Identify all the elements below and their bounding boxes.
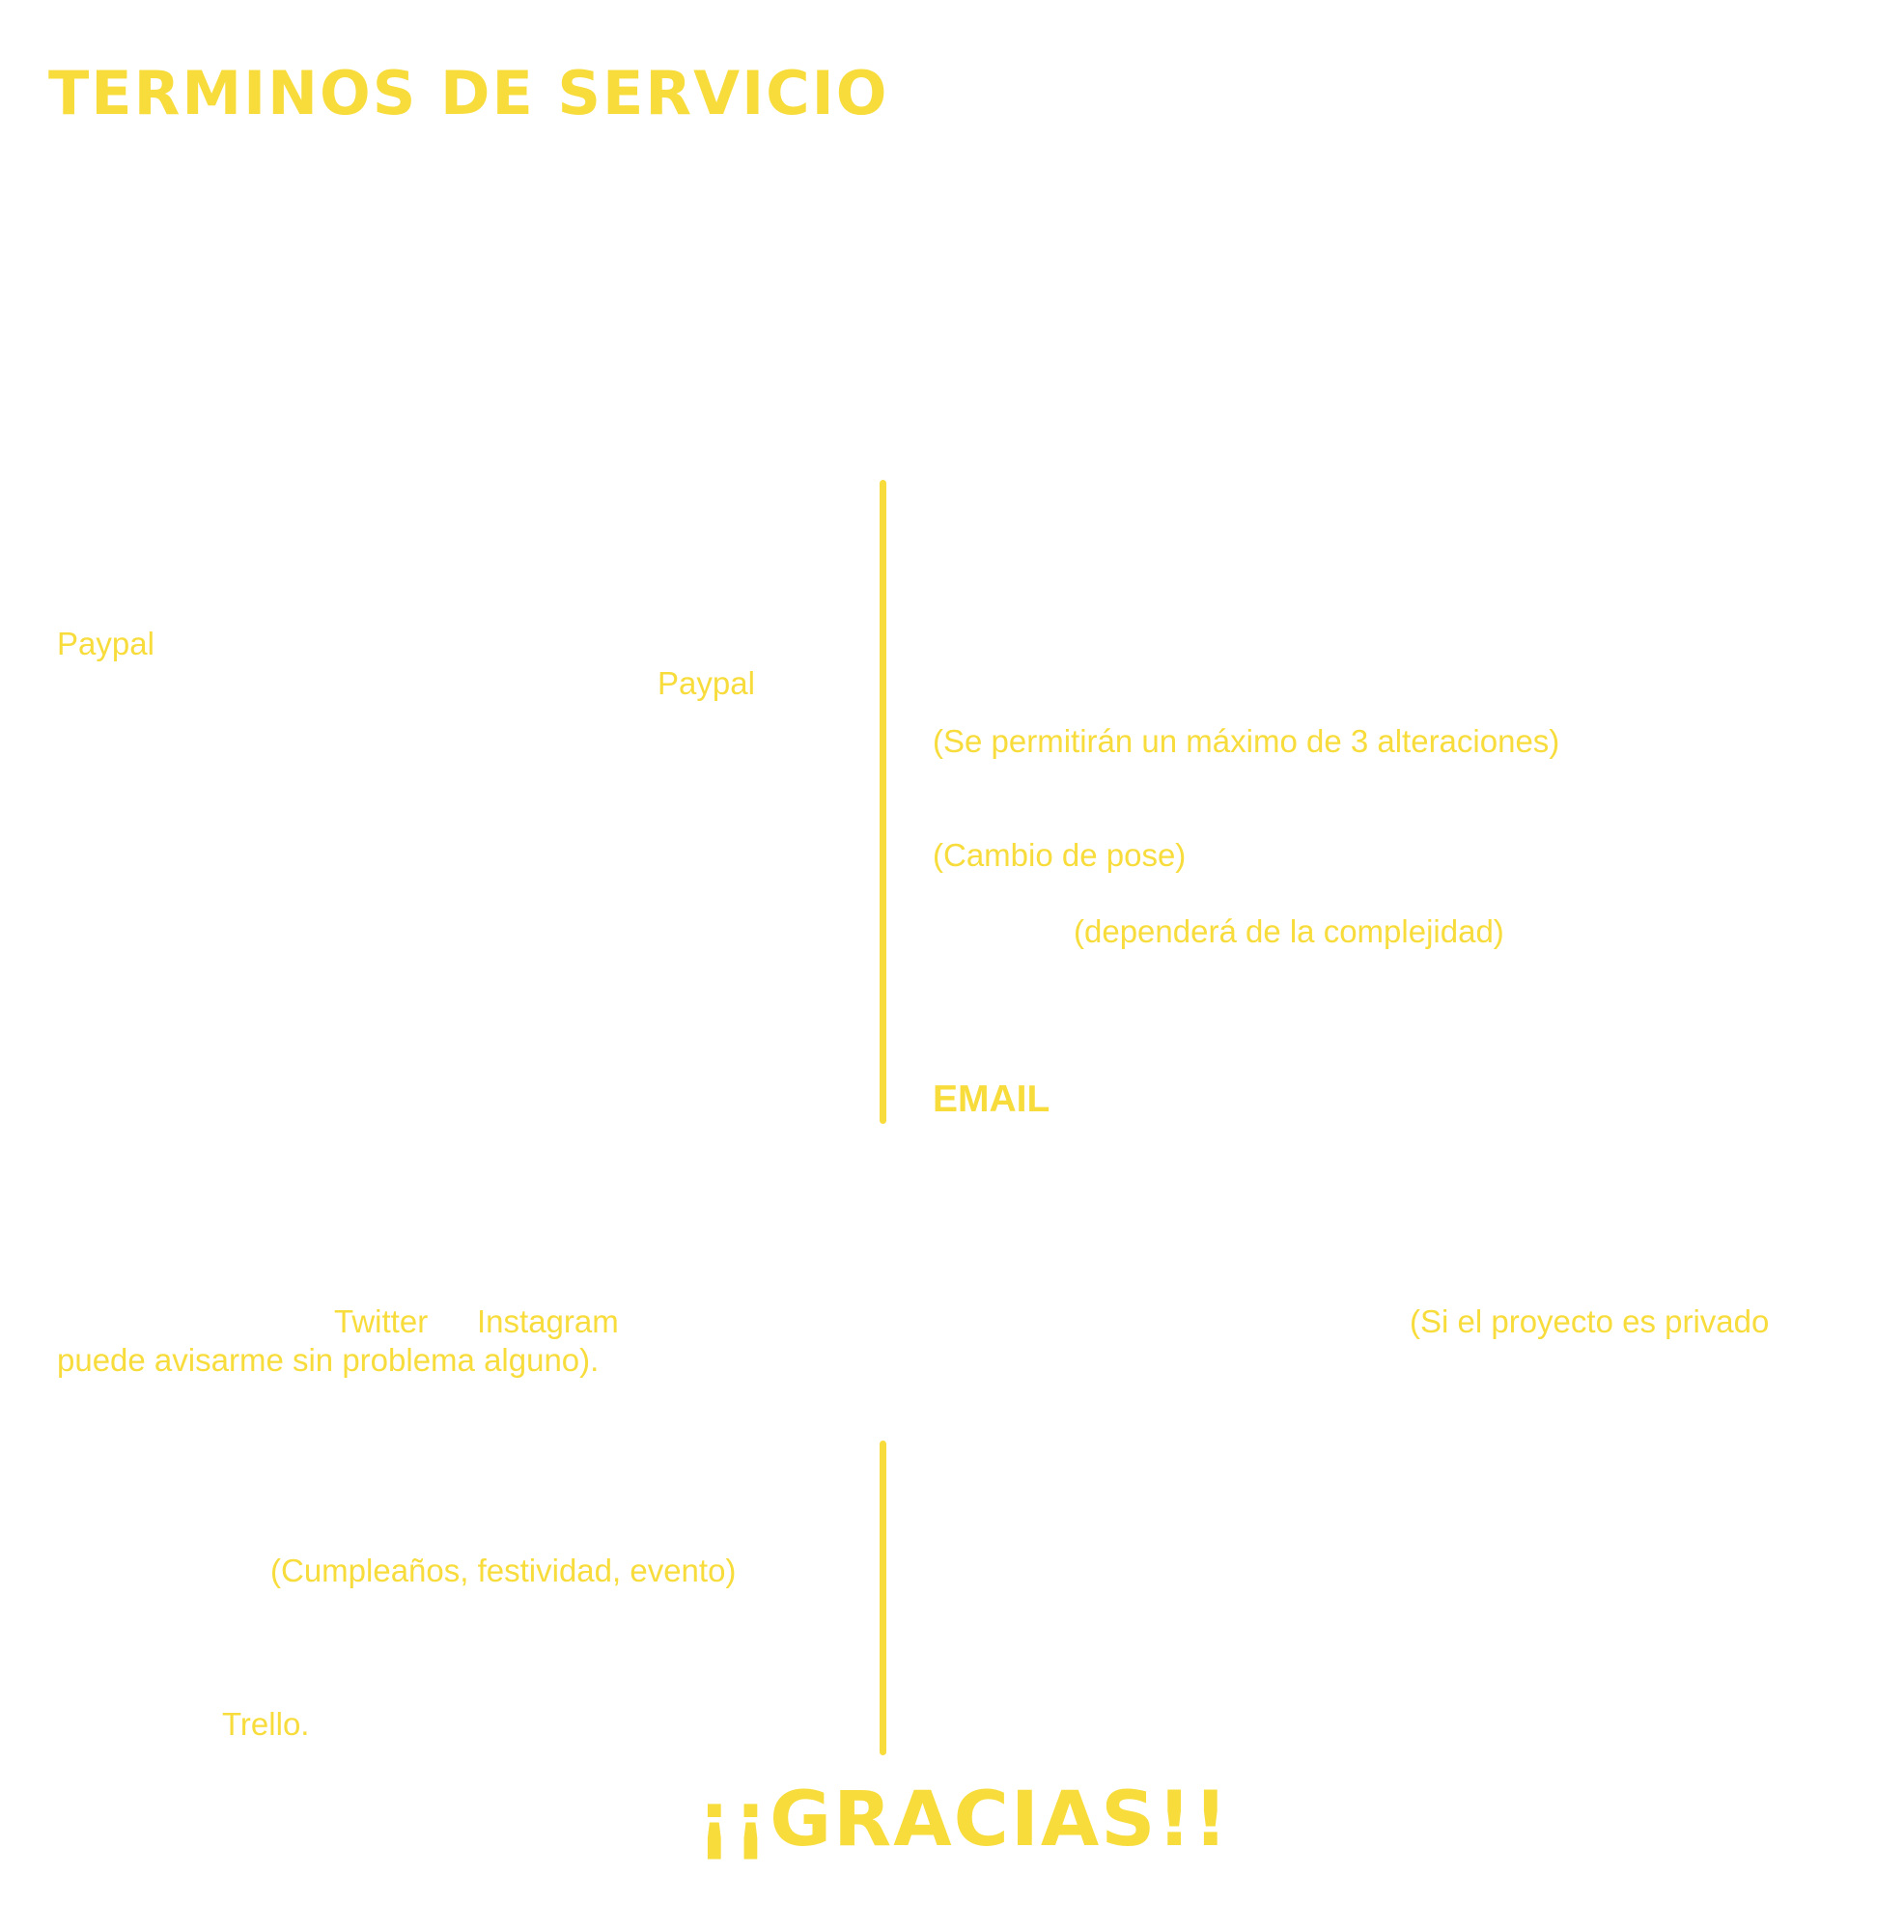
paypal-label-left: Paypal	[57, 626, 154, 661]
occasions-note: (Cumpleaños, festividad, evento)	[270, 1553, 737, 1588]
twitter-label: Twitter	[334, 1303, 429, 1339]
private-project-note-continued: puede avisarme sin problema alguno).	[57, 1342, 600, 1378]
complexity-note: (dependerá de la complejidad)	[1074, 913, 1504, 949]
lower-divider	[880, 1441, 886, 1755]
trello-label: Trello.	[222, 1706, 310, 1742]
page-title: TERMINOS DE SERVICIO	[48, 58, 889, 128]
pose-change-note: (Cambio de pose)	[933, 837, 1187, 873]
private-project-note: (Si el proyecto es privado	[1410, 1303, 1770, 1339]
max-alterations-note: (Se permitirán un máximo de 3 alteraciones)	[933, 723, 1560, 759]
thanks-heading: ¡¡GRACIAS!!	[697, 1777, 1230, 1863]
email-label: EMAIL	[933, 1078, 1050, 1120]
instagram-label: Instagram	[477, 1303, 619, 1339]
paypal-label-right: Paypal	[658, 665, 755, 701]
upper-divider	[880, 480, 886, 1124]
